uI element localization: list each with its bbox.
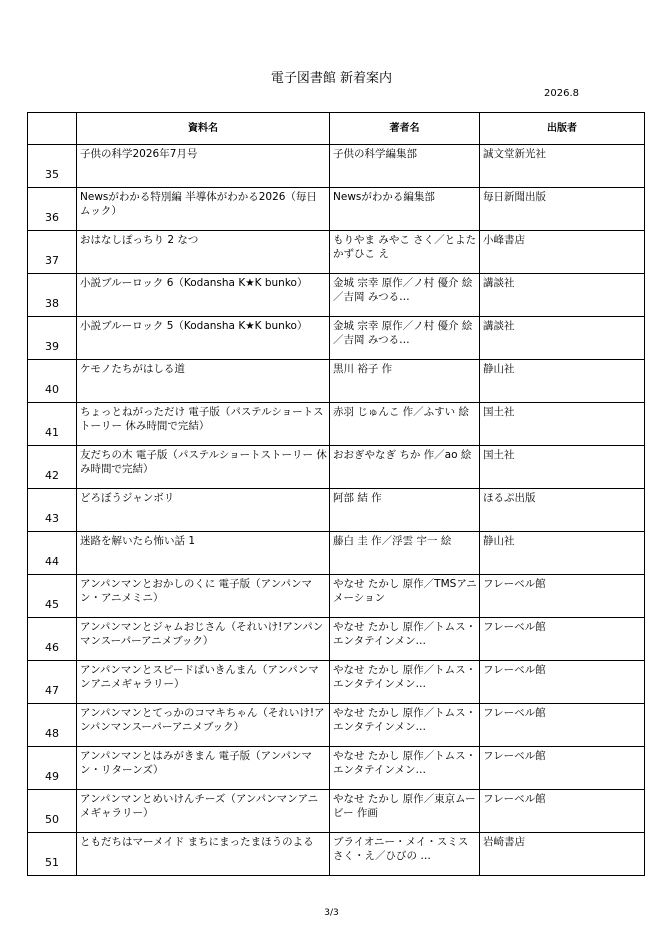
table-row — [28, 532, 645, 575]
document-title: 電子図書館 新着案内 — [270, 71, 393, 86]
header-publisher: 出版者 — [480, 113, 645, 145]
row-author: やなせ たかし 原作／トムス・エンタテインメン… — [330, 704, 480, 747]
row-author: やなせ たかし 原作／トムス・エンタテインメン… — [330, 747, 480, 790]
row-publisher: フレーベル館 — [480, 661, 645, 704]
row-author: 藤白 圭 作／浮雲 宇一 絵 — [330, 532, 480, 575]
row-author: Newsがわかる編集部 — [330, 188, 480, 231]
row-publisher: 誠文堂新光社 — [480, 145, 645, 188]
row-author: やなせ たかし 原作／東京ムービー 作画 — [330, 790, 480, 833]
row-publisher: 国土社 — [480, 403, 645, 446]
row-title: ともだちはマーメイド まちにまったまほうのよる — [77, 833, 330, 876]
row-author: 阿部 結 作 — [330, 489, 480, 532]
row-title: 小説ブルーロック 6（Kodansha K★K bunko） — [77, 274, 330, 317]
table-row — [28, 489, 645, 532]
row-publisher: 岩崎書店 — [480, 833, 645, 876]
header-title: 資料名 — [77, 113, 330, 145]
row-publisher: 講談社 — [480, 274, 645, 317]
row-author: もりやま みやこ さく／とよた かずひこ え — [330, 231, 480, 274]
row-number: 38 — [28, 274, 77, 317]
row-number: 39 — [28, 317, 77, 360]
row-number: 51 — [28, 833, 77, 876]
row-number: 36 — [28, 188, 77, 231]
table-row — [28, 317, 645, 360]
row-publisher: 静山社 — [480, 360, 645, 403]
row-title: どろぼうジャンボリ — [77, 489, 330, 532]
row-number: 49 — [28, 747, 77, 790]
row-publisher: フレーベル館 — [480, 618, 645, 661]
row-author: おおぎやなぎ ちか 作／ao 絵 — [330, 446, 480, 489]
row-title: アンパンマンとてっかのコマキちゃん（それいけ!アンパンマンスーパーアニメブック） — [77, 704, 330, 747]
row-title: おはなしぽっちり 2 なつ — [77, 231, 330, 274]
table-row — [28, 704, 645, 747]
row-number: 37 — [28, 231, 77, 274]
table-row — [28, 833, 645, 876]
row-publisher: 講談社 — [480, 317, 645, 360]
row-author: 黒川 裕子 作 — [330, 360, 480, 403]
table-row — [28, 575, 645, 618]
row-title: アンパンマンとスピードばいきんまん（アンパンマンアニメギャラリー） — [77, 661, 330, 704]
row-author: 金城 宗幸 原作／ノ村 優介 絵／吉岡 みつる… — [330, 317, 480, 360]
header-number — [28, 113, 77, 145]
row-publisher: 毎日新聞出版 — [480, 188, 645, 231]
row-number: 47 — [28, 661, 77, 704]
table-row — [28, 790, 645, 833]
new-arrivals-table — [27, 112, 645, 876]
row-title: ちょっとねがっただけ 電子版（パステルショートストーリー 休み時間で完結） — [77, 403, 330, 446]
row-publisher: フレーベル館 — [480, 575, 645, 618]
row-author: やなせ たかし 原作／TMSアニメーション — [330, 575, 480, 618]
row-title: 小説ブルーロック 5（Kodansha K★K bunko） — [77, 317, 330, 360]
row-publisher: フレーベル館 — [480, 790, 645, 833]
document-date: 2026.8 — [544, 88, 579, 99]
table-row — [28, 403, 645, 446]
table-row — [28, 747, 645, 790]
table-row — [28, 446, 645, 489]
row-title: アンパンマンとはみがきまん 電子版（アンパンマン・リターンズ） — [77, 747, 330, 790]
row-publisher: フレーベル館 — [480, 704, 645, 747]
table-header-row — [28, 113, 645, 145]
row-number: 45 — [28, 575, 77, 618]
row-title: 友だちの木 電子版（パステルショートストーリー 休み時間で完結） — [77, 446, 330, 489]
row-number: 50 — [28, 790, 77, 833]
row-number: 35 — [28, 145, 77, 188]
row-author: 金城 宗幸 原作／ノ村 優介 絵／吉岡 みつる… — [330, 274, 480, 317]
page-number: 3/3 — [324, 908, 339, 918]
table-row — [28, 145, 645, 188]
table-row — [28, 274, 645, 317]
table-row — [28, 360, 645, 403]
row-title: ケモノたちがはしる道 — [77, 360, 330, 403]
row-publisher: フレーベル館 — [480, 747, 645, 790]
row-title: アンパンマンとおかしのくに 電子版（アンパンマン・アニメミニ） — [77, 575, 330, 618]
row-title: 迷路を解いたら怖い話 1 — [77, 532, 330, 575]
row-author: 子供の科学編集部 — [330, 145, 480, 188]
table-row — [28, 618, 645, 661]
table-body — [28, 145, 645, 876]
row-publisher: 静山社 — [480, 532, 645, 575]
row-number: 41 — [28, 403, 77, 446]
row-author: やなせ たかし 原作／トムス・エンタテインメン… — [330, 618, 480, 661]
row-publisher: 国土社 — [480, 446, 645, 489]
row-title: アンパンマンとめいけんチーズ（アンパンマンアニメギャラリー） — [77, 790, 330, 833]
table-row — [28, 231, 645, 274]
row-title: アンパンマンとジャムおじさん（それいけ!アンパンマンスーパーアニメブック） — [77, 618, 330, 661]
row-publisher: ほるぷ出版 — [480, 489, 645, 532]
row-number: 48 — [28, 704, 77, 747]
row-author: 赤羽 じゅんこ 作／ふすい 絵 — [330, 403, 480, 446]
table-row — [28, 661, 645, 704]
row-author: ブライオニー・メイ・スミス さく・え／ひびの … — [330, 833, 480, 876]
row-publisher: 小峰書店 — [480, 231, 645, 274]
header-author: 著者名 — [330, 113, 480, 145]
row-title: Newsがわかる特別編 半導体がわかる2026（毎日ムック） — [77, 188, 330, 231]
row-title: 子供の科学2026年7月号 — [77, 145, 330, 188]
row-number: 44 — [28, 532, 77, 575]
row-number: 42 — [28, 446, 77, 489]
row-number: 40 — [28, 360, 77, 403]
row-number: 46 — [28, 618, 77, 661]
row-number: 43 — [28, 489, 77, 532]
row-author: やなせ たかし 原作／トムス・エンタテインメン… — [330, 661, 480, 704]
table-row — [28, 188, 645, 231]
